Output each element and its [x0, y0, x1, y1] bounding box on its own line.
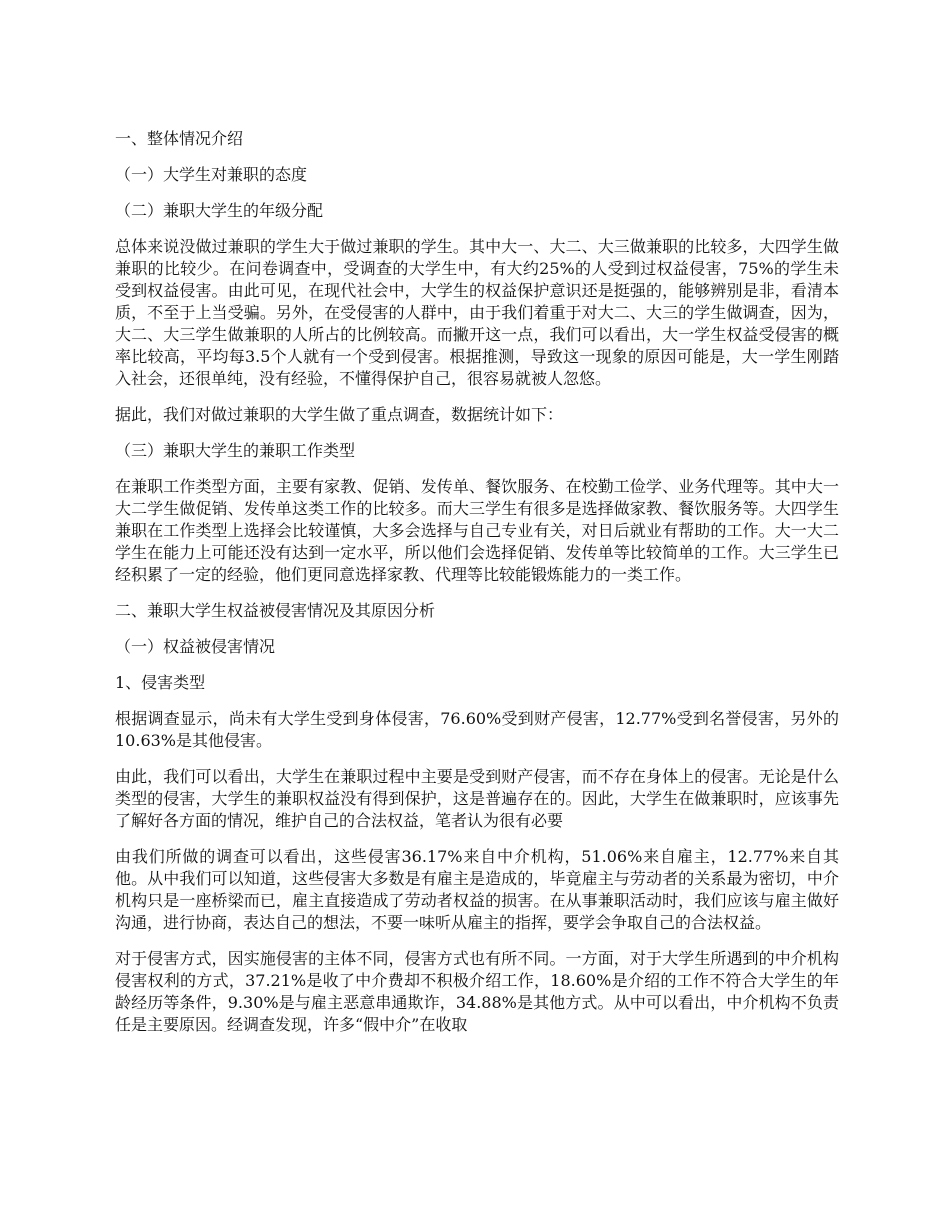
paragraph-infringement-types: 根据调查显示，尚未有大学生受到身体侵害，76.60%受到财产侵害，12.77%受到名誉侵害，另外的10.63%是其他侵害。 [115, 709, 839, 750]
document-page [115, 128, 839, 1050]
paragraph-infringement-methods: 对于侵害方式，因实施侵害的主体不同，侵害方式也有所不同。一方面，对于大学生所遇到的中介机构侵害权利的方式，37.21%是收了中介费却不积极介绍工作，18.60%是介绍的工作不符合大学生的年龄经历等条件，9.30%是与雇主恶意串通欺诈，34.88%是其他方式。从中可以看出，中介机构不负责任是主要原因。经调查发现，许多“假中介”在收取 [115, 949, 839, 1034]
subsection-heading-2-1: （一）权益被侵害情况 [115, 637, 276, 656]
paragraph-grade-distribution: 总体来说没做过兼职的学生大于做过兼职的学生。其中大一、大二、大三做兼职的比较多，大四学生做兼职的比较少。在问卷调查中，受调查的大学生中，有大约25%的人受到过权益侵害，75%的学生未受到权益侵害。由此可见，在现代社会中，大学生的权益保护意识还是挺强的，能够辨别是非，看清本质，不至于上当受骗。另外，在受侵害的人群中，由于我们着重于对大二、大三的学生做调查，因为，大二、大三学生做兼职的人所占的比例较高。而撇开这一点，我们可以看出，大一学生权益受侵害的概率比较高，平均每3.5个人就有一个受到侵害。根据推测，导致这一现象的原因可能是，大一学生刚踏入社会，还很单纯，没有经验，不懂得保护自己，很容易就被人忽悠。 [115, 237, 839, 388]
subsection-heading-1-2: （二）兼职大学生的年级分配 [115, 201, 324, 220]
paragraph-property-infringement: 由此，我们可以看出，大学生在兼职过程中主要是受到财产侵害，而不存在身体上的侵害。无论是什么类型的侵害，大学生的兼职权益没有得到保护，这是普遍存在的。因此，大学生在做兼职时，应该事先了解好各方面的情况，维护自己的合法权益，笔者认为很有必要 [115, 767, 839, 830]
item-heading-2-1-1: 1、侵害类型 [115, 673, 206, 692]
paragraph-job-types: 在兼职工作类型方面，主要有家教、促销、发传单、餐饮服务、在校勤工俭学、业务代理等。其中大一大二学生做促销、发传单这类工作的比较多。而大三学生有很多是选择做家教、餐饮服务等。大四学生兼职在工作类型上选择会比较谨慎，大多会选择与自己专业有关，对日后就业有帮助的工作。大一大二学生在能力上可能还没有达到一定水平，所以他们会选择促销、发传单等比较简单的工作。大三学生已经积累了一定的经验，他们更同意选择家教、代理等比较能锻炼能力的一类工作。 [115, 477, 839, 584]
paragraph-survey-intro: 据此，我们对做过兼职的大学生做了重点调查，数据统计如下： [115, 405, 564, 424]
section-heading-2: 二、兼职大学生权益被侵害情况及其原因分析 [115, 601, 436, 620]
subsection-heading-1-3: （三）兼职大学生的兼职工作类型 [115, 441, 356, 460]
paragraph-infringement-sources: 由我们所做的调查可以看出，这些侵害36.17%来自中介机构，51.06%来自雇主，12.77%来自其他。从中我们可以知道，这些侵害大多数是有雇主是造成的，毕竟雇主与劳动者的关系最为密切，中介机构只是一座桥梁而已，雇主直接造成了劳动者权益的损害。在从事兼职活动时，我们应该与雇主做好沟通，进行协商，表达自己的想法，不要一味听从雇主的指挥，要学会争取自己的合法权益。 [115, 847, 839, 932]
section-heading-1: 一、整体情况介绍 [115, 129, 244, 148]
subsection-heading-1-1: （一）大学生对兼职的态度 [115, 165, 308, 184]
